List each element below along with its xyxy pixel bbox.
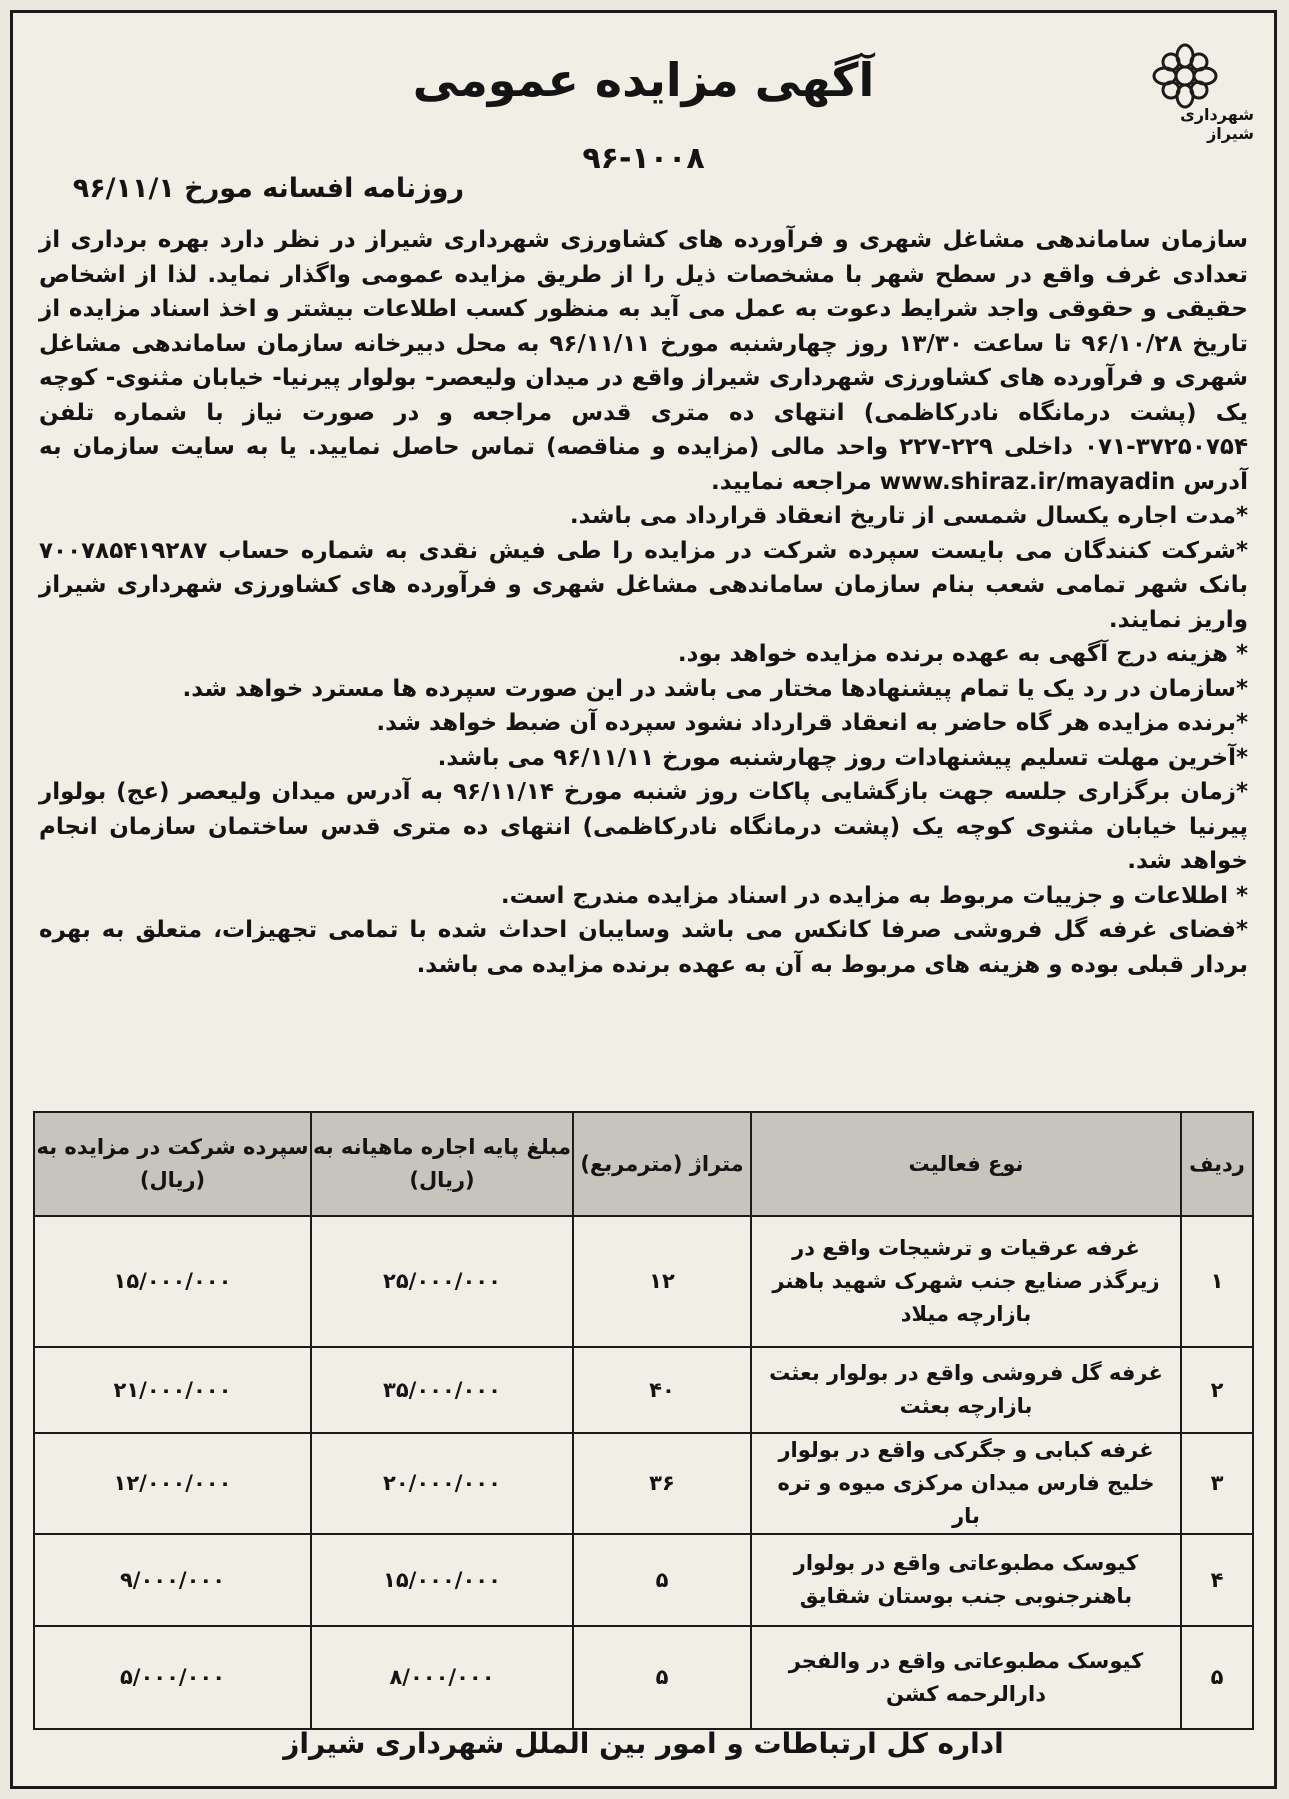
condition-item: * هزینه درج آگهی به عهده برنده مزایده خواهد بود. [677,641,1248,667]
condition-item: *سازمان در رد یک یا تمام پیشنهادها مختار می باشد در این صورت سپرده ها مسترد خواهد شد. [182,675,1248,702]
newspaper-date: روزنامه افسانه مورخ ۹۶/۱۱/۱ [72,173,464,204]
condition-item: *برنده مزایده هر گاه حاضر به انعقاد قرارداد نشود سپرده آن ضبط خواهد شد. [376,710,1248,736]
cell-area: ۵ [573,1626,751,1729]
cell-rent: ۲۰/۰۰۰/۰۰۰ [311,1433,573,1534]
cell-area: ۴۰ [573,1347,751,1433]
intro-paragraph: سازمان ساماندهی مشاغل شهری و فرآورده های کشاورزی شهرداری شیراز در نظر دارد بهره برداری از تعدادی غرف واقع در سطح شهر با مشخصات ذیل را از طریق مزایده عمومی واگذار نماید. لذا از اشخاص حقیقی و حقوقی واجد شرایط دعوت به عمل می آید به منظور کسب اطلاعات بیشتر و اخذ اسناد مزایده از تاریخ ۹۶/۱۰/۲۸ تا ساعت ۱۳/۳۰ روز چهارشنبه مورخ ۹۶/۱۱/۱۱ به محل دبیرخانه سازمان ساماندهی مشاغل شهری و فرآورده های کشاورزی شهرداری شیراز واقع در میدان ولیعصر- بولوار پیرنیا- خیابان مثنوی- کوچه یک (پشت درمانگاه نادرکاظمی) انتهای ده متری قدس مراجعه و در صورت نیاز با شماره تلفن ۳۷۲۵۰۷۵۴-۰۷۱ داخلی ۲۲۹-۲۲۷ واحد مالی (مزایده و مناقصه) تماس حاصل نمایید. یا به سایت سازمان به آدرس www.shiraz.ir/mayadin مراجعه نمایید. [39,227,1249,495]
cell-rent: ۲۵/۰۰۰/۰۰۰ [311,1216,573,1347]
cell-activity: کیوسک مطبوعاتی واقع در والفجر دارالرحمه کشن [751,1626,1181,1729]
condition-item: *شرکت کنندگان می بایست سپرده شرکت در مزایده را طی فیش نقدی به شماره حساب ۷۰۰۷۸۵۴۱۹۲۸۷ بانک شهر تمامی شعب بنام سازمان ساماندهی مشاغل شهری و فرآورده های کشاورزی شهرداری شیراز واریز نمایند. [39,537,1248,633]
cell-rent: ۱۵/۰۰۰/۰۰۰ [311,1534,573,1626]
auction-table [33,1111,1254,1730]
header-deposit: سپرده شرکت در مزایده به (ریال) [34,1112,311,1216]
cell-deposit: ۹/۰۰۰/۰۰۰ [34,1534,311,1626]
footer-signature: اداره کل ارتباطات و امور بین الملل شهرداری شیراز [283,1727,1004,1760]
cell-row-number: ۴ [1181,1534,1253,1626]
ad-body [39,223,1248,982]
condition-item: *مدت اجاره یکسال شمسی از تاریخ انعقاد قرارداد می باشد. [569,503,1248,529]
table-row [34,1626,1253,1729]
cell-deposit: ۱۲/۰۰۰/۰۰۰ [34,1433,311,1534]
cell-row-number: ۲ [1181,1347,1253,1433]
table-row [34,1534,1253,1626]
cell-area: ۳۶ [573,1433,751,1534]
cell-area: ۱۲ [573,1216,751,1347]
condition-item: *آخرین مهلت تسلیم پیشنهادات روز چهارشنبه مورخ ۹۶/۱۱/۱۱ می باشد. [437,744,1248,771]
cell-deposit: ۲۱/۰۰۰/۰۰۰ [34,1347,311,1433]
advertisement-page [10,10,1277,1789]
cell-activity: کیوسک مطبوعاتی واقع در بولوار باهنرجنوبی جنب بوستان شقایق [751,1534,1181,1626]
logo-caption: شهرداری شیراز [1180,105,1254,143]
table-row [34,1433,1253,1534]
header-activity: نوع فعالیت [751,1112,1181,1216]
cell-activity: غرفه عرقیات و ترشیجات واقع در زیرگذر صنایع جنب شهرک شهید باهنر بازارچه میلاد [751,1216,1181,1347]
table-row [34,1347,1253,1433]
cell-row-number: ۵ [1181,1626,1253,1729]
header-rent: مبلغ پایه اجاره ماهیانه به (ریال) [311,1112,573,1216]
header-area: متراژ (مترمربع) [573,1112,751,1216]
auction-table-wrap [33,1111,1254,1730]
table-header-row [34,1112,1253,1216]
cell-rent: ۸/۰۰۰/۰۰۰ [311,1626,573,1729]
cell-activity: غرفه گل فروشی واقع در بولوار بعثت بازارچه بعثت [751,1347,1181,1433]
condition-item: * اطلاعات و جزییات مربوط به مزایده در اسناد مزایده مندرج است. [500,882,1248,909]
condition-item: *فضای غرفه گل فروشی صرفا کانکس می باشد وسایبان احداث شده با تمامی تجهیزات، متعلق به بهره بردار قبلی بوده و هزینه های مربوط به آن به عهده برنده مزایده می باشد. [39,917,1248,978]
cell-deposit: ۱۵/۰۰۰/۰۰۰ [34,1216,311,1347]
condition-item: *زمان برگزاری جلسه جهت بازگشایی پاکات روز شنبه مورخ ۹۶/۱۱/۱۴ به آدرس میدان ولیعصر (عج) بولوار پیرنیا خیابان مثنوی کوچه یک (پشت درمانگاه نادرکاظمی) انتهای ده متری قدس ساختمان سازمان انجام خواهد شد. [39,779,1249,874]
ad-title: آگهی مزایده عمومی [412,53,875,107]
cell-rent: ۳۵/۰۰۰/۰۰۰ [311,1347,573,1433]
table-row [34,1216,1253,1347]
cell-area: ۵ [573,1534,751,1626]
ad-number: ۹۶-۱۰۰۸ [582,141,705,176]
cell-activity: غرفه کبابی و جگرکی واقع در بولوار خلیج فارس میدان مرکزی میوه و تره بار [751,1433,1181,1534]
cell-row-number: ۱ [1181,1216,1253,1347]
cell-deposit: ۵/۰۰۰/۰۰۰ [34,1626,311,1729]
cell-row-number: ۳ [1181,1433,1253,1534]
header-row-number: ردیف [1181,1112,1253,1216]
